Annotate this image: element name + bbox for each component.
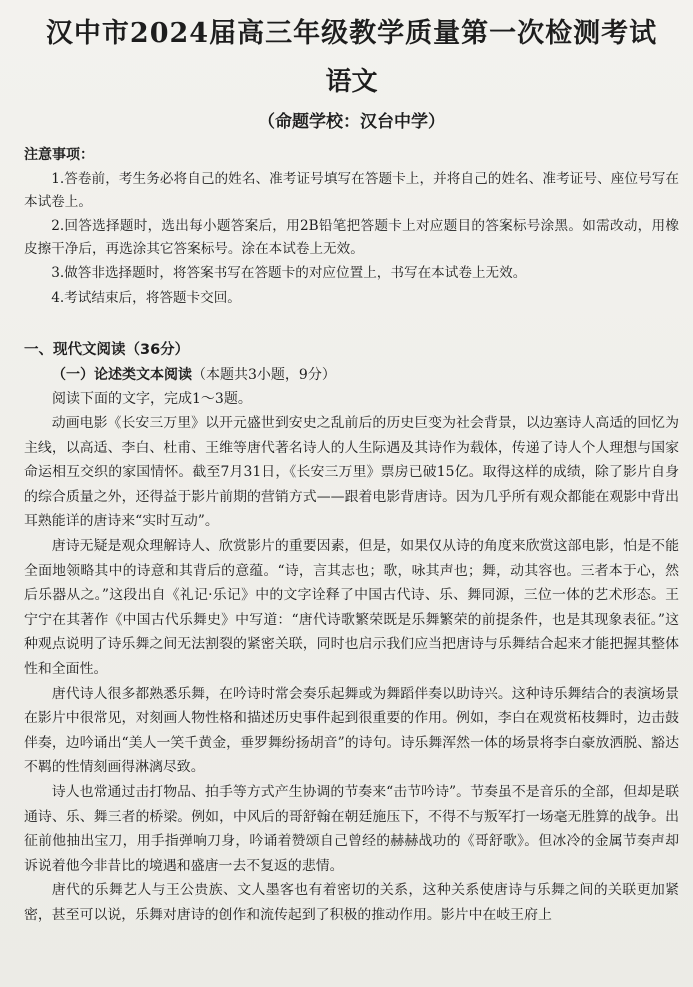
passage-body: [24, 411, 679, 927]
passage-paragraph: 动画电影《长安三万里》以开元盛世到安史之乱前后的历史巨变为社会背景，以边塞诗人高适的回忆为主线，以高适、李白、杜甫、王维等唐代著名诗人的人生际遇及其诗作为载体，传递了诗人个人理想与国家命运相互交织的家国情怀。截至7月31日，《长安三万里》票房已破15亿。取得这样的成绩，除了影片自身的综合质量之外，还得益于影片前期的营销方式——跟着电影背唐诗。因为几乎所有观众都能在观影中背出耳熟能详的唐诗来“实时互动”。: [24, 415, 679, 530]
notice-item: 4.考试结束后，将答题卡交回。: [51, 289, 241, 306]
subsection-heading: [24, 363, 679, 387]
passage-paragraph: 诗人也常通过击打物品、拍手等方式产生协调的节奏来“击节吟诗”。节奏虽不是音乐的全部，但却是联通诗、乐、舞三者的桥梁。例如，中风后的哥舒翰在朝廷施压下，不得不与叛军打一场毫无胜算的战争。出征前他抽出宝刀，用手指弹响刀身，吟诵着赞颂自己曾经的赫赫战功的《哥舒歌》。但冰冷的金属节奏声却诉说着他今非昔比的境遇和盛唐一去不复返的悲情。: [24, 783, 679, 874]
subject-title: 语文: [325, 67, 378, 97]
notice-item: 2.回答选择题时，选出每小题答案后，用2B铅笔把答题卡上对应题目的答案标号涂黑。如需改动，用橡皮擦干净后，再选涂其它答案标号。涂在本试卷上无效。: [24, 218, 679, 257]
notice-item: 3.做答非选择题时，将答案书写在答题卡的对应位置上，书写在本试卷上无效。: [51, 265, 527, 281]
section-heading: 一、现代文阅读（36分）: [24, 342, 190, 358]
passage-paragraph: 唐代的乐舞艺人与王公贵族、文人墨客也有着密切的关系，这种关系使唐诗与乐舞之间的关联更加紧密，甚至可以说，乐舞对唐诗的创作和流传起到了积极的推动作用。影片中在岐王府上: [24, 882, 679, 923]
passage-paragraph: 唐诗无疑是观众理解诗人、欣赏影片的重要因素，但是，如果仅从诗的角度来欣赏这部电影，怕是不能全面地领略其中的诗意和其背后的意蕴。“诗，言其志也；歌，咏其声也；舞，动其容也。三者本于心，然后乐器从之。”这段出自《礼记·乐记》中的文字诠释了中国古代诗、乐、舞同源，三位一体的艺术形态。王宁宁在其著作《中国古代乐舞史》中写道：“唐代诗歌繁荣既是乐舞繁荣的前提条件，也是其现象表征。”这种观点说明了诗乐舞之间无法割裂的紧密关联，同时也启示我们应当把唐诗与乐舞结合起来才能把握其整体性和全面性。: [24, 537, 679, 677]
notice-list: [24, 168, 679, 309]
subsection-title: （一）论述类文本阅读: [52, 367, 192, 383]
reading-instruction: 阅读下面的文字，完成1～3题。: [52, 391, 252, 407]
subsection-note: （本题共3小题，9分）: [192, 367, 336, 383]
exam-title: 汉中市2024届高三年级教学质量第一次检测考试: [45, 18, 658, 49]
notice-heading: 注意事项：: [24, 147, 94, 163]
school-line: （命题学校：汉台中学）: [258, 112, 445, 132]
notice-item: 1.答卷前，考生务必将自己的姓名、准考证号填写在答题卡上，并将自己的姓名、准考证号、座位号写在本试卷上。: [24, 171, 679, 210]
passage-paragraph: 唐代诗人很多都熟悉乐舞，在吟诗时常会奏乐起舞或为舞蹈伴奏以助诗兴。这种诗乐舞结合的表演场景在影片中很常见，对刻画人物性格和描述历史事件起到很重要的作用。例如，李白在观赏柘枝舞时，边击鼓伴奏，边吟诵出“美人一笑千黄金，垂罗舞纷扬胡音”的诗句。诗乐舞浑然一体的场景将李白豪放洒脱、豁达不羁的性情刻画得淋漓尽致。: [24, 685, 679, 776]
